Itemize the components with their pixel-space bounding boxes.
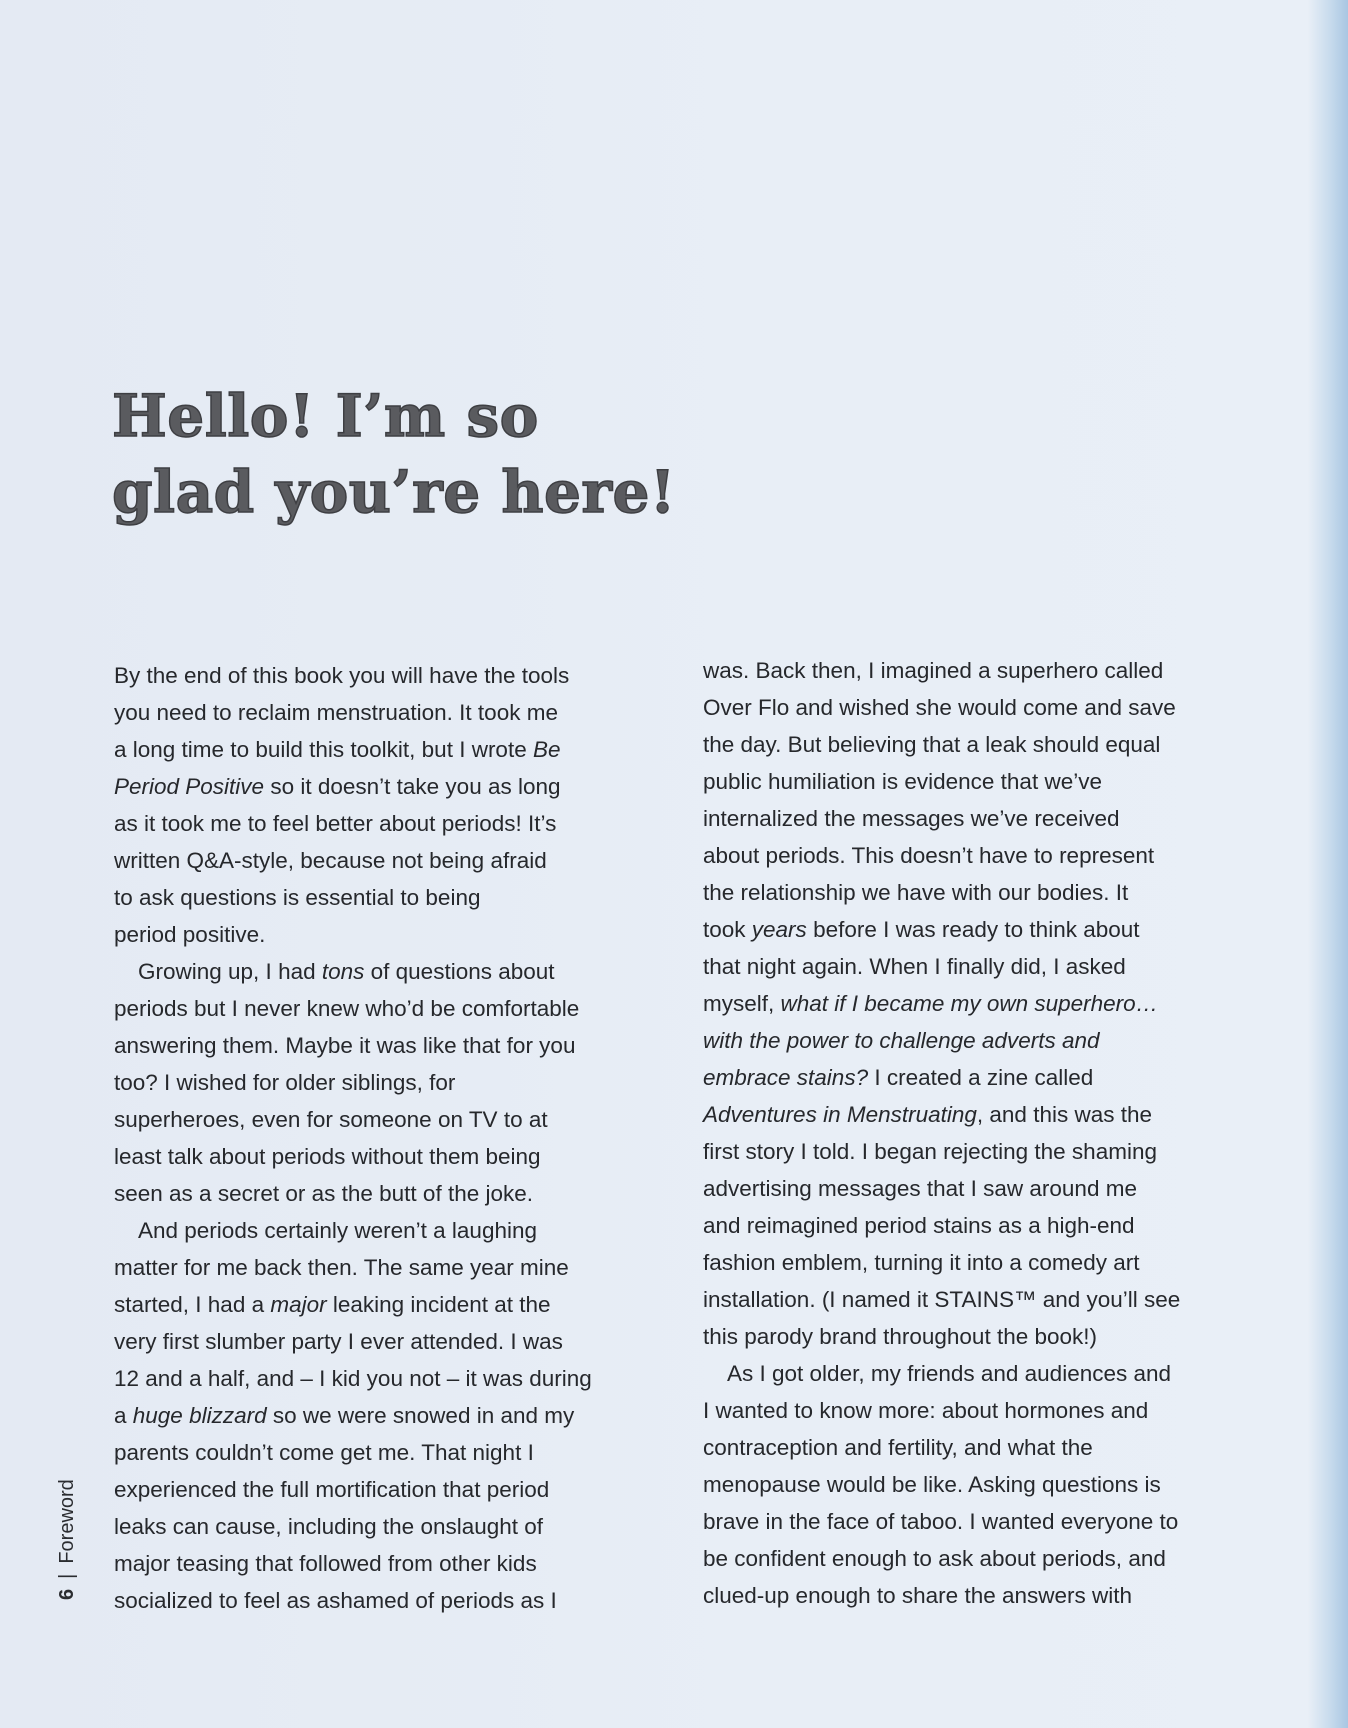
text-segment: I wanted to know more: about hormones and xyxy=(703,1398,1149,1423)
text-segment: period positive. xyxy=(114,922,266,947)
italic-text: Adventures in Menstruating xyxy=(703,1102,977,1127)
italic-text: with the power to challenge adverts and xyxy=(703,1028,1100,1053)
text-segment: matter for me back then. The same year mine xyxy=(114,1255,569,1280)
text-line xyxy=(114,805,674,842)
italic-text: tons xyxy=(321,959,365,984)
text-line xyxy=(703,874,1263,911)
text-segment: internalized the messages we’ve received xyxy=(703,806,1120,831)
text-line xyxy=(703,948,1263,985)
text-line xyxy=(703,1281,1263,1318)
text-line xyxy=(703,1059,1263,1096)
text-line xyxy=(114,731,674,768)
italic-text: what if I became my own superhero… xyxy=(780,991,1159,1016)
italic-text: huge blizzard xyxy=(132,1403,267,1428)
title-line-1: Hello! I’m so xyxy=(112,382,539,450)
text-segment: fashion emblem, turning it into a comedy art xyxy=(703,1250,1140,1275)
text-segment: as it took me to feel better about periods! It’s xyxy=(114,811,557,836)
text-line xyxy=(114,1360,674,1397)
text-segment: the relationship we have with our bodies. It xyxy=(703,880,1129,905)
text-segment: periods but I never knew who’d be comfortable xyxy=(114,996,580,1021)
text-segment: socialized to feel as ashamed of periods as I xyxy=(114,1588,557,1613)
text-segment: contraception and fertility, and what the xyxy=(703,1435,1093,1460)
text-line xyxy=(114,879,674,916)
text-line xyxy=(703,1133,1263,1170)
text-line xyxy=(703,837,1263,874)
text-segment: installation. (I named it STAINS™ and you’ll see xyxy=(703,1287,1181,1312)
page-title xyxy=(112,378,676,530)
italic-text: embrace stains? xyxy=(703,1065,869,1090)
text-segment: a xyxy=(114,1403,133,1428)
text-segment: , and this was the xyxy=(976,1102,1153,1127)
text-line xyxy=(114,1101,674,1138)
text-segment: and reimagined period stains as a high-end xyxy=(703,1213,1135,1238)
text-line xyxy=(114,1027,674,1064)
text-line xyxy=(114,916,674,953)
text-segment: about periods. This doesn’t have to represent xyxy=(703,843,1155,868)
text-segment: that night again. When I finally did, I asked xyxy=(703,954,1126,979)
text-segment: this parody brand throughout the book!) xyxy=(703,1324,1098,1349)
text-line xyxy=(703,1392,1263,1429)
text-segment: And periods certainly weren’t a laughing xyxy=(138,1218,537,1243)
folio-separator: | xyxy=(56,1573,78,1579)
text-segment: leaking incident at the xyxy=(326,1292,551,1317)
text-segment: took xyxy=(703,917,752,942)
text-segment: advertising messages that I saw around me xyxy=(703,1176,1137,1201)
text-segment: a long time to build this toolkit, but I wrote xyxy=(114,737,533,762)
text-line xyxy=(114,1064,674,1101)
italic-text: Be xyxy=(532,737,561,762)
text-segment: menopause would be like. Asking questions is xyxy=(703,1472,1161,1497)
text-line xyxy=(703,1207,1263,1244)
text-segment: By the end of this book you will have the tools xyxy=(114,663,570,688)
text-line xyxy=(114,1434,674,1471)
text-segment: first story I told. I began rejecting the shaming xyxy=(703,1139,1157,1164)
text-segment: of questions about xyxy=(364,959,555,984)
text-segment: Growing up, I had xyxy=(138,959,322,984)
text-line xyxy=(114,694,674,731)
text-segment: answering them. Maybe it was like that for you xyxy=(114,1033,576,1058)
text-line xyxy=(114,1323,674,1360)
text-line xyxy=(703,985,1263,1022)
text-segment: superheroes, even for someone on TV to at xyxy=(114,1107,548,1132)
text-segment: leaks can cause, including the onslaught of xyxy=(114,1514,544,1539)
text-line xyxy=(114,1249,674,1286)
text-segment: myself, xyxy=(703,991,781,1016)
text-line xyxy=(114,1286,674,1323)
text-line xyxy=(114,657,674,694)
text-line xyxy=(703,1577,1263,1614)
text-segment: public humiliation is evidence that we’ve xyxy=(703,769,1102,794)
text-line xyxy=(703,763,1263,800)
text-segment: As I got older, my friends and audiences and xyxy=(727,1361,1172,1386)
text-segment: seen as a secret or as the butt of the joke. xyxy=(114,1181,533,1206)
text-line xyxy=(114,953,674,990)
text-segment: very first slumber party I ever attended. I was xyxy=(114,1329,563,1354)
text-line xyxy=(703,1503,1263,1540)
text-line xyxy=(114,1212,674,1249)
text-line xyxy=(703,1429,1263,1466)
section-name: Foreword xyxy=(56,1479,78,1564)
text-segment: you need to reclaim menstruation. It took me xyxy=(114,700,558,725)
text-segment: major teasing that followed from other kids xyxy=(114,1551,537,1576)
text-line xyxy=(703,1540,1263,1577)
text-segment: least talk about periods without them being xyxy=(114,1144,541,1169)
text-line xyxy=(703,1466,1263,1503)
text-line xyxy=(114,1471,674,1508)
text-segment: started, I had a xyxy=(114,1292,271,1317)
text-line xyxy=(114,1582,674,1619)
text-line xyxy=(703,1022,1263,1059)
text-segment: parents couldn’t come get me. That night I xyxy=(114,1440,534,1465)
text-segment: experienced the full mortification that period xyxy=(114,1477,550,1502)
text-segment: the day. But believing that a leak should equal xyxy=(703,732,1161,757)
text-line xyxy=(703,911,1263,948)
text-line xyxy=(114,990,674,1027)
running-footer xyxy=(56,1479,79,1600)
text-line xyxy=(703,726,1263,763)
text-segment: Over Flo and wished she would come and save xyxy=(703,695,1176,720)
text-line xyxy=(703,1244,1263,1281)
text-line xyxy=(703,689,1263,726)
text-segment: clued-up enough to share the answers with xyxy=(703,1583,1133,1608)
text-line xyxy=(114,1138,674,1175)
text-line xyxy=(703,1318,1263,1355)
text-segment: so it doesn’t take you as long xyxy=(264,774,561,799)
text-line xyxy=(114,768,674,805)
text-segment: was. Back then, I imagined a superhero called xyxy=(703,658,1164,683)
text-line xyxy=(114,1508,674,1545)
text-line xyxy=(703,800,1263,837)
text-line xyxy=(703,1096,1263,1133)
text-line xyxy=(114,842,674,879)
italic-text: major xyxy=(270,1292,327,1317)
text-segment: written Q&A-style, because not being afraid xyxy=(114,848,547,873)
text-line xyxy=(703,1355,1263,1392)
title-line-2: glad you’re here! xyxy=(112,458,676,526)
text-line xyxy=(703,652,1263,689)
text-segment: brave in the face of taboo. I wanted everyone to xyxy=(703,1509,1179,1534)
text-line xyxy=(114,1545,674,1582)
text-segment: so we were snowed in and my xyxy=(266,1403,575,1428)
text-segment: before I was ready to think about xyxy=(806,917,1140,942)
italic-text: years xyxy=(751,917,807,942)
text-line xyxy=(114,1397,674,1434)
body-column-right xyxy=(703,652,1263,1614)
text-segment: too? I wished for older siblings, for xyxy=(114,1070,456,1095)
text-segment: be confident enough to ask about periods, and xyxy=(703,1546,1166,1571)
text-segment: 12 and a half, and – I kid you not – it was during xyxy=(114,1366,592,1391)
body-column-left xyxy=(114,657,674,1619)
text-line xyxy=(114,1175,674,1212)
italic-text: Period Positive xyxy=(114,774,265,799)
text-segment: I created a zine called xyxy=(868,1065,1094,1090)
text-line xyxy=(703,1170,1263,1207)
page-number: 6 xyxy=(56,1588,78,1600)
text-segment: to ask questions is essential to being xyxy=(114,885,481,910)
